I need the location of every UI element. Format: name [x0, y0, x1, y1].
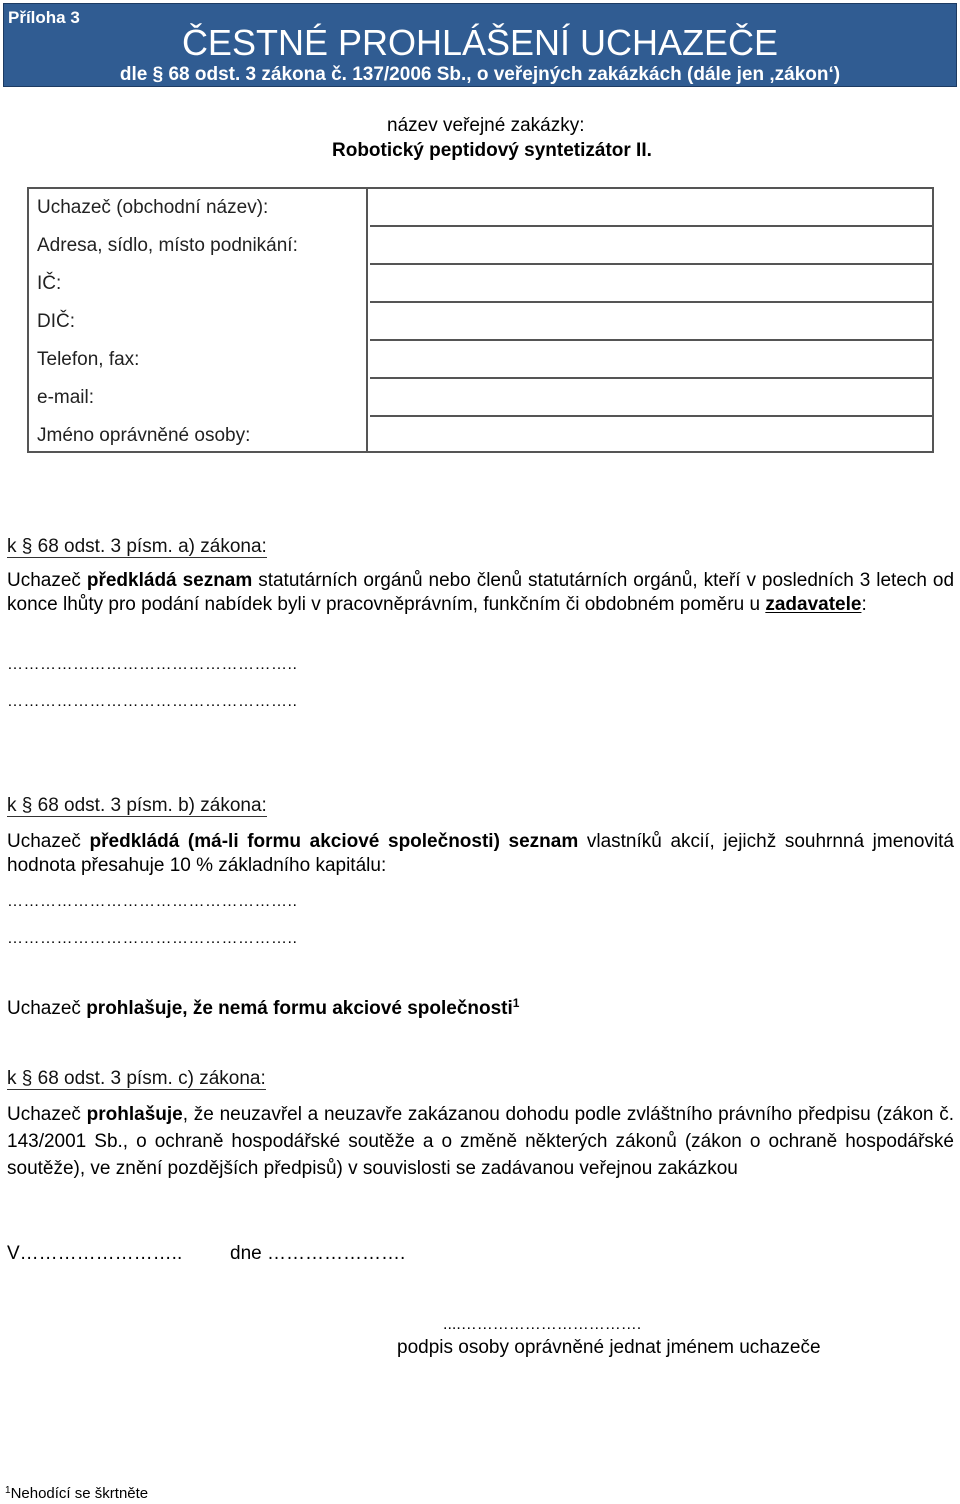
field-dic[interactable]: [370, 303, 932, 341]
label-email: e-mail:: [37, 387, 95, 408]
section-c-reference: [7, 1068, 266, 1090]
section-b-paragraph: [7, 830, 954, 878]
bidder-info-table: [27, 187, 934, 453]
footnote-reference: 1: [512, 996, 520, 1010]
section-b-reference: [7, 795, 267, 817]
section-a-reference-text: k § 68 odst. 3 písm. a) zákona:: [7, 536, 267, 557]
section-a-mid: statutárních orgánů nebo členů statutárních orgánů, kteří v posledních 3 letech od konce lhůty pro podání nabídek byli v pracovněprávním, funkčním či obdobném poměru u: [7, 570, 955, 615]
footnote: [5, 1485, 148, 1502]
section-b-reference-text: k § 68 odst. 3 písm. b) zákona:: [7, 795, 267, 816]
section-c-reference-text: k § 68 odst. 3 písm. c) zákona:: [7, 1068, 266, 1089]
document-subtitle: [4, 64, 956, 86]
section-b-declaration-start: Uchazeč: [7, 998, 81, 1019]
footnote-text: Nehodící se škrtněte: [10, 1485, 149, 1502]
label-address: Adresa, sídlo, místo podnikání:: [37, 235, 298, 256]
field-address[interactable]: [370, 227, 932, 265]
section-a-paragraph: [7, 569, 954, 617]
section-b-end: vlastníků akcií, jejichž souhrnná jmenovitá hodnota přesahuje 10 % základního kapitálu:: [7, 831, 954, 876]
contract-label: název veřejné zakázky:: [387, 115, 585, 136]
signature-line[interactable]: ....…………………………….: [443, 1316, 642, 1333]
label-company-name: Uchazeč (obchodní název):: [37, 197, 269, 218]
document-title: [4, 22, 956, 64]
document-title-text: ČESTNÉ PROHLÁŠENÍ UCHAZEČE: [181, 22, 779, 63]
section-b-declaration: [7, 996, 519, 1020]
annex-label: Příloha 3: [8, 8, 80, 27]
section-c-end: , že neuzavřel a neuzavře zakázanou dohodu podle zvláštního právního předpisu (zákon č. 143/2001 Sb., o ochraně hospodářské soutěže a o změně některých zákonů (zákon o ochraně hospodářské soutěže), ve znění pozdějších předpisů) v souvislosti se zadávanou veřejnou zakázkou: [7, 1104, 955, 1179]
signature-label: podpis osoby oprávněné jednat jménem uchazeče: [397, 1337, 821, 1358]
section-a-reference: [7, 536, 267, 558]
date-field[interactable]: dne ………………….: [230, 1243, 406, 1264]
section-a-end: :: [861, 594, 867, 615]
field-ic[interactable]: [370, 265, 932, 303]
contract-name: Robotický peptidový syntetizátor II.: [332, 140, 652, 161]
section-a-fill-line-2[interactable]: ……………………………………………..: [7, 693, 298, 710]
label-ic: IČ:: [37, 273, 62, 294]
field-authorized-person[interactable]: [370, 417, 932, 455]
footnote-mark: 1: [5, 1485, 11, 1496]
section-b-start: Uchazeč: [7, 831, 81, 852]
section-c-bold: prohlašuje: [86, 1104, 183, 1125]
section-a-bold-submits: předkládá: [86, 570, 177, 591]
field-company-name[interactable]: [370, 189, 932, 227]
field-phone-fax[interactable]: [370, 341, 932, 379]
document-subtitle-text: dle § 68 odst. 3 zákona č. 137/2006 Sb., o veřejných zakázkách (dále jen ‚zákon‘): [119, 64, 841, 85]
document-header: [3, 3, 957, 87]
section-a-contracting-authority: zadavatele: [765, 594, 862, 615]
label-phone-fax: Telefon, fax:: [37, 349, 140, 370]
label-authorized-person: Jméno oprávněné osoby:: [37, 425, 251, 446]
section-a-fill-line-1[interactable]: ……………………………………………..: [7, 656, 298, 673]
section-b-fill-line-1[interactable]: ……………………………………………..: [7, 893, 298, 910]
section-b-bold: předkládá (má-li formu akciové společnosti) seznam: [89, 831, 579, 852]
place-field[interactable]: V……………………..: [7, 1243, 183, 1264]
section-b-fill-line-2[interactable]: ……………………………………………..: [7, 930, 298, 947]
section-a-bold-list: seznam: [182, 570, 253, 591]
section-a-start: Uchazeč: [7, 570, 81, 591]
section-c-paragraph: [7, 1101, 954, 1182]
label-dic: DIČ:: [37, 311, 75, 332]
field-email[interactable]: [370, 379, 932, 417]
section-c-start: Uchazeč: [7, 1104, 81, 1125]
bidder-info-labels: [29, 189, 368, 451]
section-b-declaration-bold: prohlašuje, že nemá formu akciové společnosti: [86, 998, 513, 1019]
